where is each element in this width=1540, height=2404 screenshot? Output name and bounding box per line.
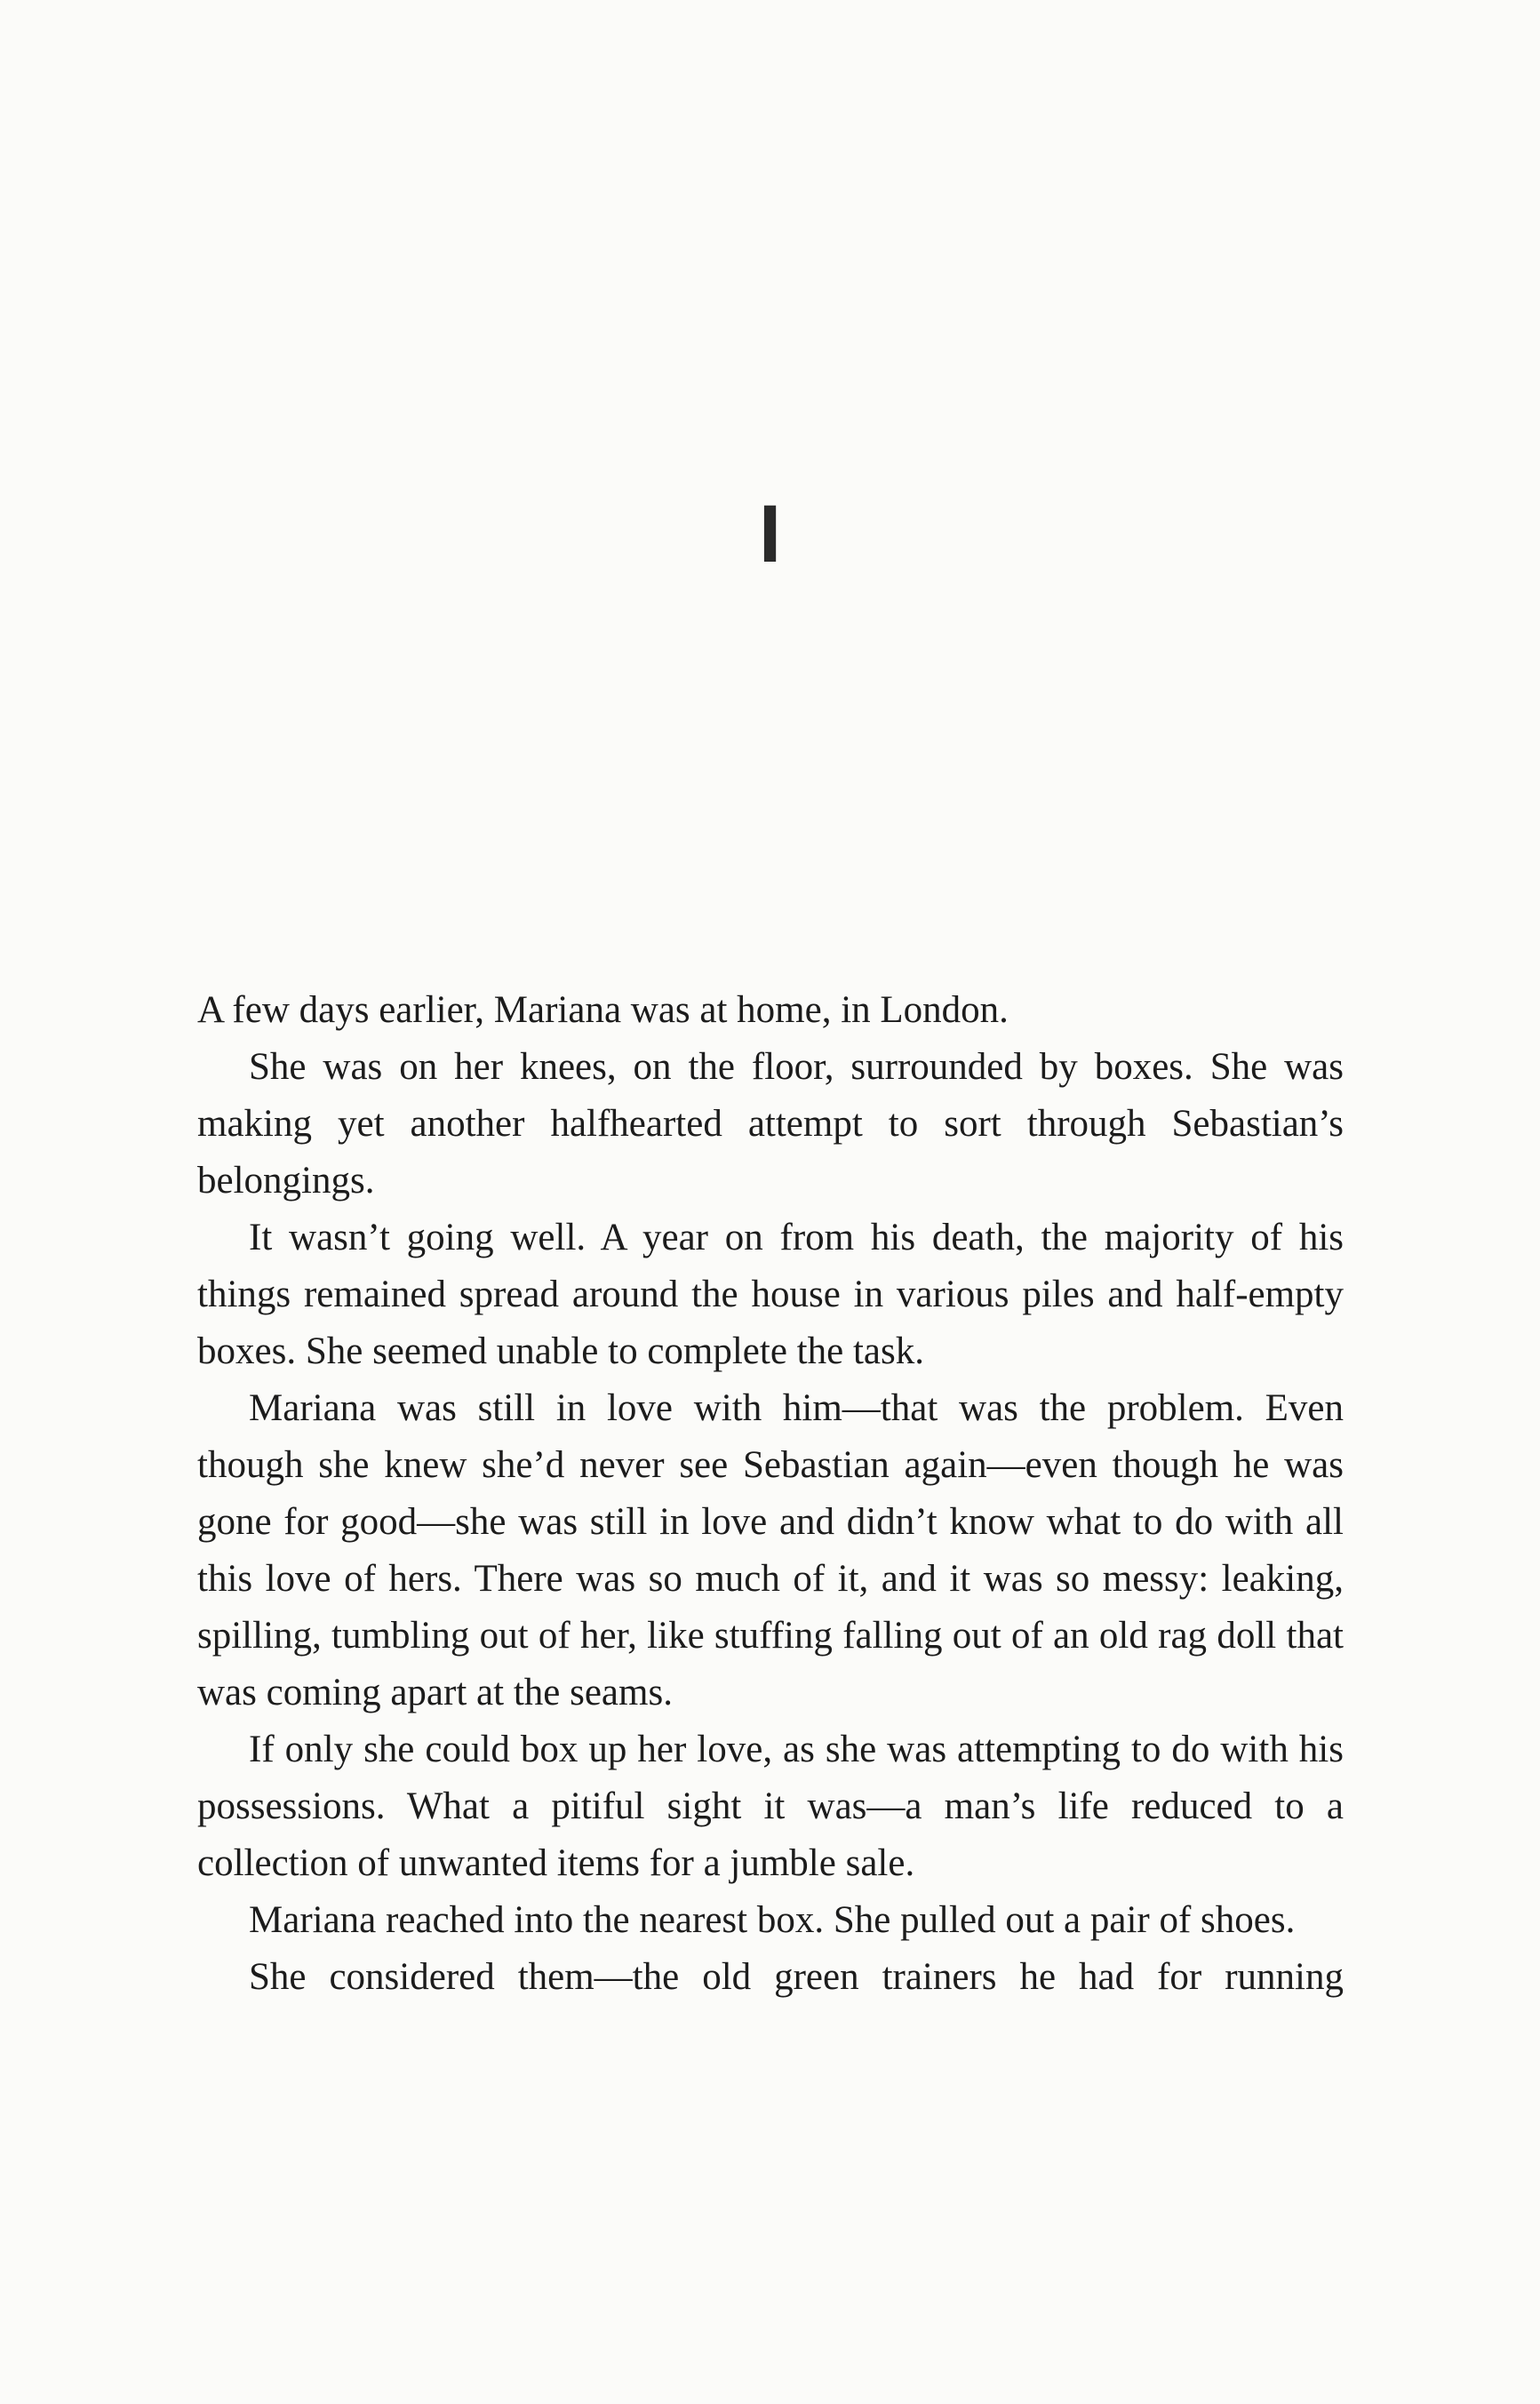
paragraph-2: She was on her knees, on the floor, surrounded by boxes. She was making yet another halfhearted attempt to sort through Sebastian’s belongings.: [197, 1046, 1344, 1202]
paragraph-4: Mariana was still in love with him—that was the problem. Even though she knew she’d never see Sebastian again—even though he was gone for good—she was still in love and didn’t know what to do with all this love of hers. There was so much of it, and it was so messy: leaking, spilling, tumbling out of her, like stuffing falling out of an old rag doll that was coming apart at the seams.: [197, 1387, 1344, 1713]
paragraph-1: A few days earlier, Mariana was at home, in London.: [197, 989, 1009, 1031]
chapter-number: I: [758, 489, 782, 579]
paragraph-5: If only she could box up her love, as she was attempting to do with his possessions. What a pitiful sight it was—a man’s life reduced to a collection of unwanted items for a jumble sale.: [197, 1729, 1344, 1884]
paragraph-6: Mariana reached into the nearest box. She pulled out a pair of shoes.: [249, 1899, 1296, 1941]
paragraph-3: It wasn’t going well. A year on from his death, the majority of his things remained spread around the house in various piles and half-empty boxes. She seemed unable to complete the task.: [197, 1217, 1344, 1372]
chapter-body: [197, 982, 1344, 2006]
paragraph-7: She considered them—the old green trainers he had for running: [249, 1956, 1344, 1998]
